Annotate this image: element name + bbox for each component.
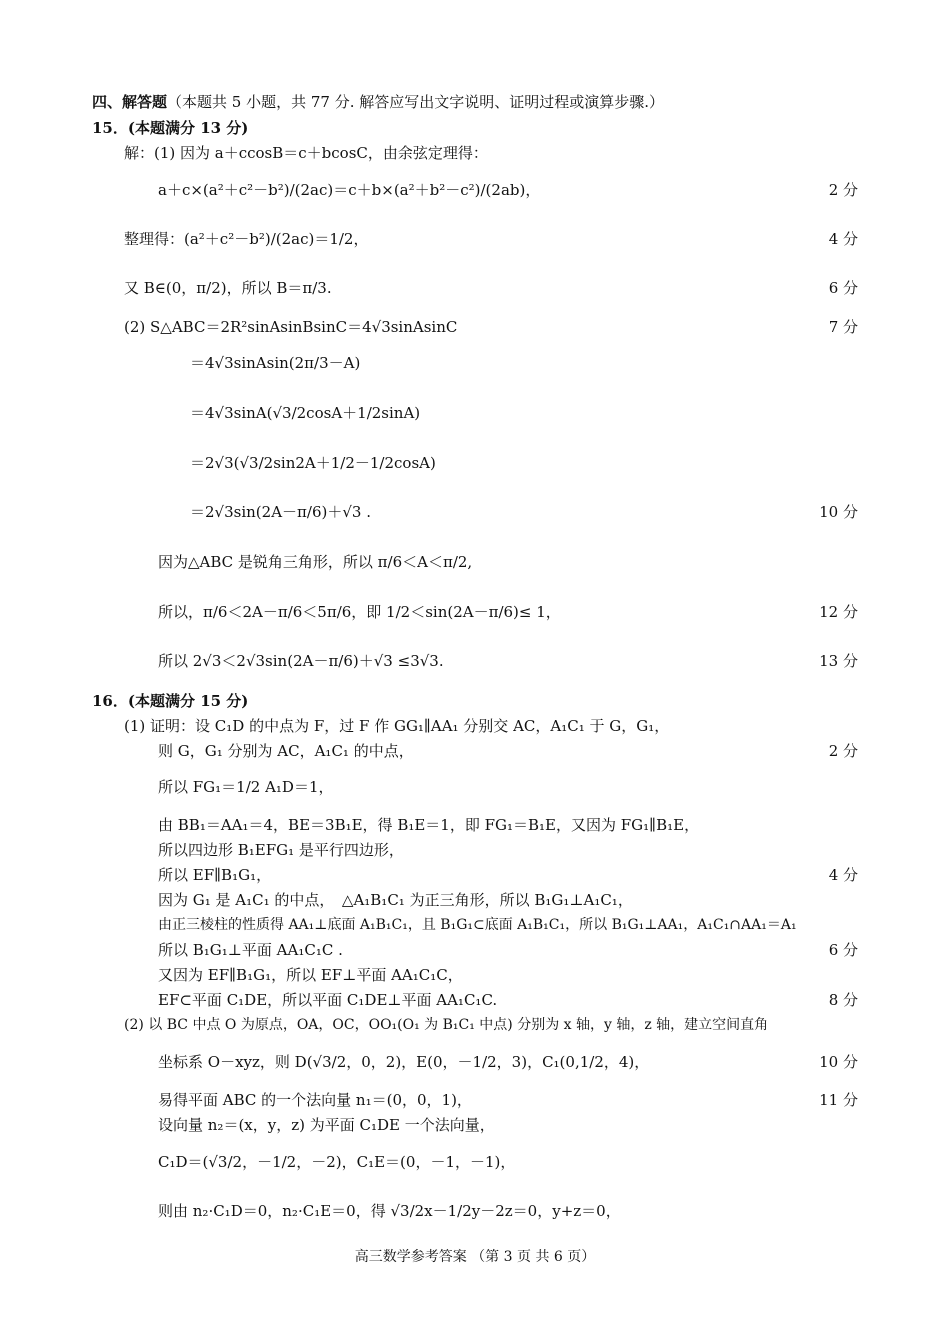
score: 12 分 (819, 603, 858, 621)
q16-line: 所以 B₁G₁⊥平面 AA₁C₁C . (158, 941, 343, 959)
q15-line: a＋c×(a²＋c²－b²)/(2ac)＝c＋b×(a²＋b²－c²)/(2ab)， (158, 181, 541, 199)
score: 6 分 (828, 941, 858, 959)
q16-line: 所以四边形 B₁EFG₁ 是平行四边形， (158, 841, 404, 859)
q16-line: 所以 EF∥B₁G₁， (158, 866, 272, 884)
score: 6 分 (828, 279, 858, 297)
q16-line: 则由 n₂·C₁D＝0，n₂·C₁E＝0，得 √3/2x－1/2y－2z＝0，y+z＝0， (158, 1202, 621, 1220)
q16-line: C₁D＝(√3/2，－1/2，－2)，C₁E＝(0，－1，－1)， (158, 1153, 516, 1171)
q15-line: 整理得：(a²＋c²－b²)/(2ac)＝1/2， (124, 230, 369, 248)
q16-line: 易得平面 ABC 的一个法向量 n₁＝(0，0，1)， (158, 1091, 472, 1109)
score: 10 分 (819, 1053, 858, 1071)
score: 4 分 (828, 230, 858, 248)
q16-line: 又因为 EF∥B₁G₁，所以 EF⊥平面 AA₁C₁C， (158, 966, 463, 984)
q16-line: 则 G，G₁ 分别为 AC，A₁C₁ 的中点， (158, 742, 414, 760)
score: 10 分 (819, 503, 858, 521)
page-footer: 高三数学参考答案 （第 3 页 共 6 页） (354, 1249, 596, 1265)
q16-line: 所以 FG₁＝1/2 A₁D＝1， (158, 778, 334, 796)
section-heading: 四、解答题（本题共 5 小题，共 77 分. 解答应写出文字说明、证明过程或演算步骤.） (92, 93, 665, 111)
score: 2 分 (828, 181, 858, 199)
q16-line: (1) 证明：设 C₁D 的中点为 F，过 F 作 GG₁∥AA₁ 分别交 AC，A₁C₁ 于 G，G₁， (124, 717, 670, 735)
score: 8 分 (828, 991, 858, 1009)
q16-title: 16．(本题满分 15 分) (92, 692, 249, 710)
score: 11 分 (819, 1091, 858, 1109)
q16-line: 因为 G₁ 是 A₁C₁ 的中点， △A₁B₁C₁ 为正三角形，所以 B₁G₁⊥A₁C₁， (158, 891, 633, 909)
q15-line: 解：(1) 因为 a＋ccosB＝c＋bcosC，由余弦定理得： (124, 144, 488, 162)
q16-line: 由正三棱柱的性质得 AA₁⊥底面 A₁B₁C₁，且 B₁G₁⊂底面 A₁B₁C₁，所以 B₁G₁⊥AA₁，A₁C₁∩AA₁＝A₁ (158, 917, 797, 933)
score: 7 分 (828, 318, 858, 336)
q16-line: 设向量 n₂＝(x，y，z) 为平面 C₁DE 一个法向量， (158, 1116, 495, 1134)
q15-line: 所以，π/6＜2A－π/6＜5π/6，即 1/2＜sin(2A－π/6)≤ 1， (158, 603, 561, 621)
q15-line: (2) S△ABC＝2R²sinAsinBsinC＝4√3sinAsinC (124, 318, 458, 336)
score: 2 分 (828, 742, 858, 760)
q15-line: ＝4√3sinA(√3/2cosA＋1/2sinA) (190, 404, 421, 422)
q15-line: 因为△ABC 是锐角三角形，所以 π/6＜A＜π/2, (158, 553, 473, 571)
q15-line: 所以 2√3＜2√3sin(2A－π/6)＋√3 ≤3√3. (158, 652, 444, 670)
q15-line: ＝2√3(√3/2sin2A＋1/2－1/2cosA) (190, 454, 436, 472)
q15-line: 又 B∈(0，π/2)，所以 B＝π/3. (124, 279, 332, 297)
q16-line: 坐标系 O－xyz，则 D(√3/2，0，2)，E(0，－1/2，3)，C₁(0,1/2，4)， (158, 1053, 650, 1071)
q16-line: 由 BB₁＝AA₁＝4，BE＝3B₁E，得 B₁E＝1，即 FG₁＝B₁E，又因为 FG₁∥B₁E， (158, 816, 700, 834)
q15-line: ＝4√3sinAsin(2π/3－A) (190, 354, 361, 372)
q16-line: EF⊂平面 C₁DE，所以平面 C₁DE⊥平面 AA₁C₁C. (158, 991, 498, 1009)
score: 13 分 (819, 652, 858, 670)
q16-line: (2) 以 BC 中点 O 为原点，OA，OC，OO₁(O₁ 为 B₁C₁ 中点) 分别为 x 轴，y 轴，z 轴，建立空间直角 (124, 1017, 769, 1033)
score: 4 分 (828, 866, 858, 884)
q15-title: 15．(本题满分 13 分) (92, 119, 249, 137)
q15-line: ＝2√3sin(2A－π/6)＋√3 . (190, 503, 371, 521)
